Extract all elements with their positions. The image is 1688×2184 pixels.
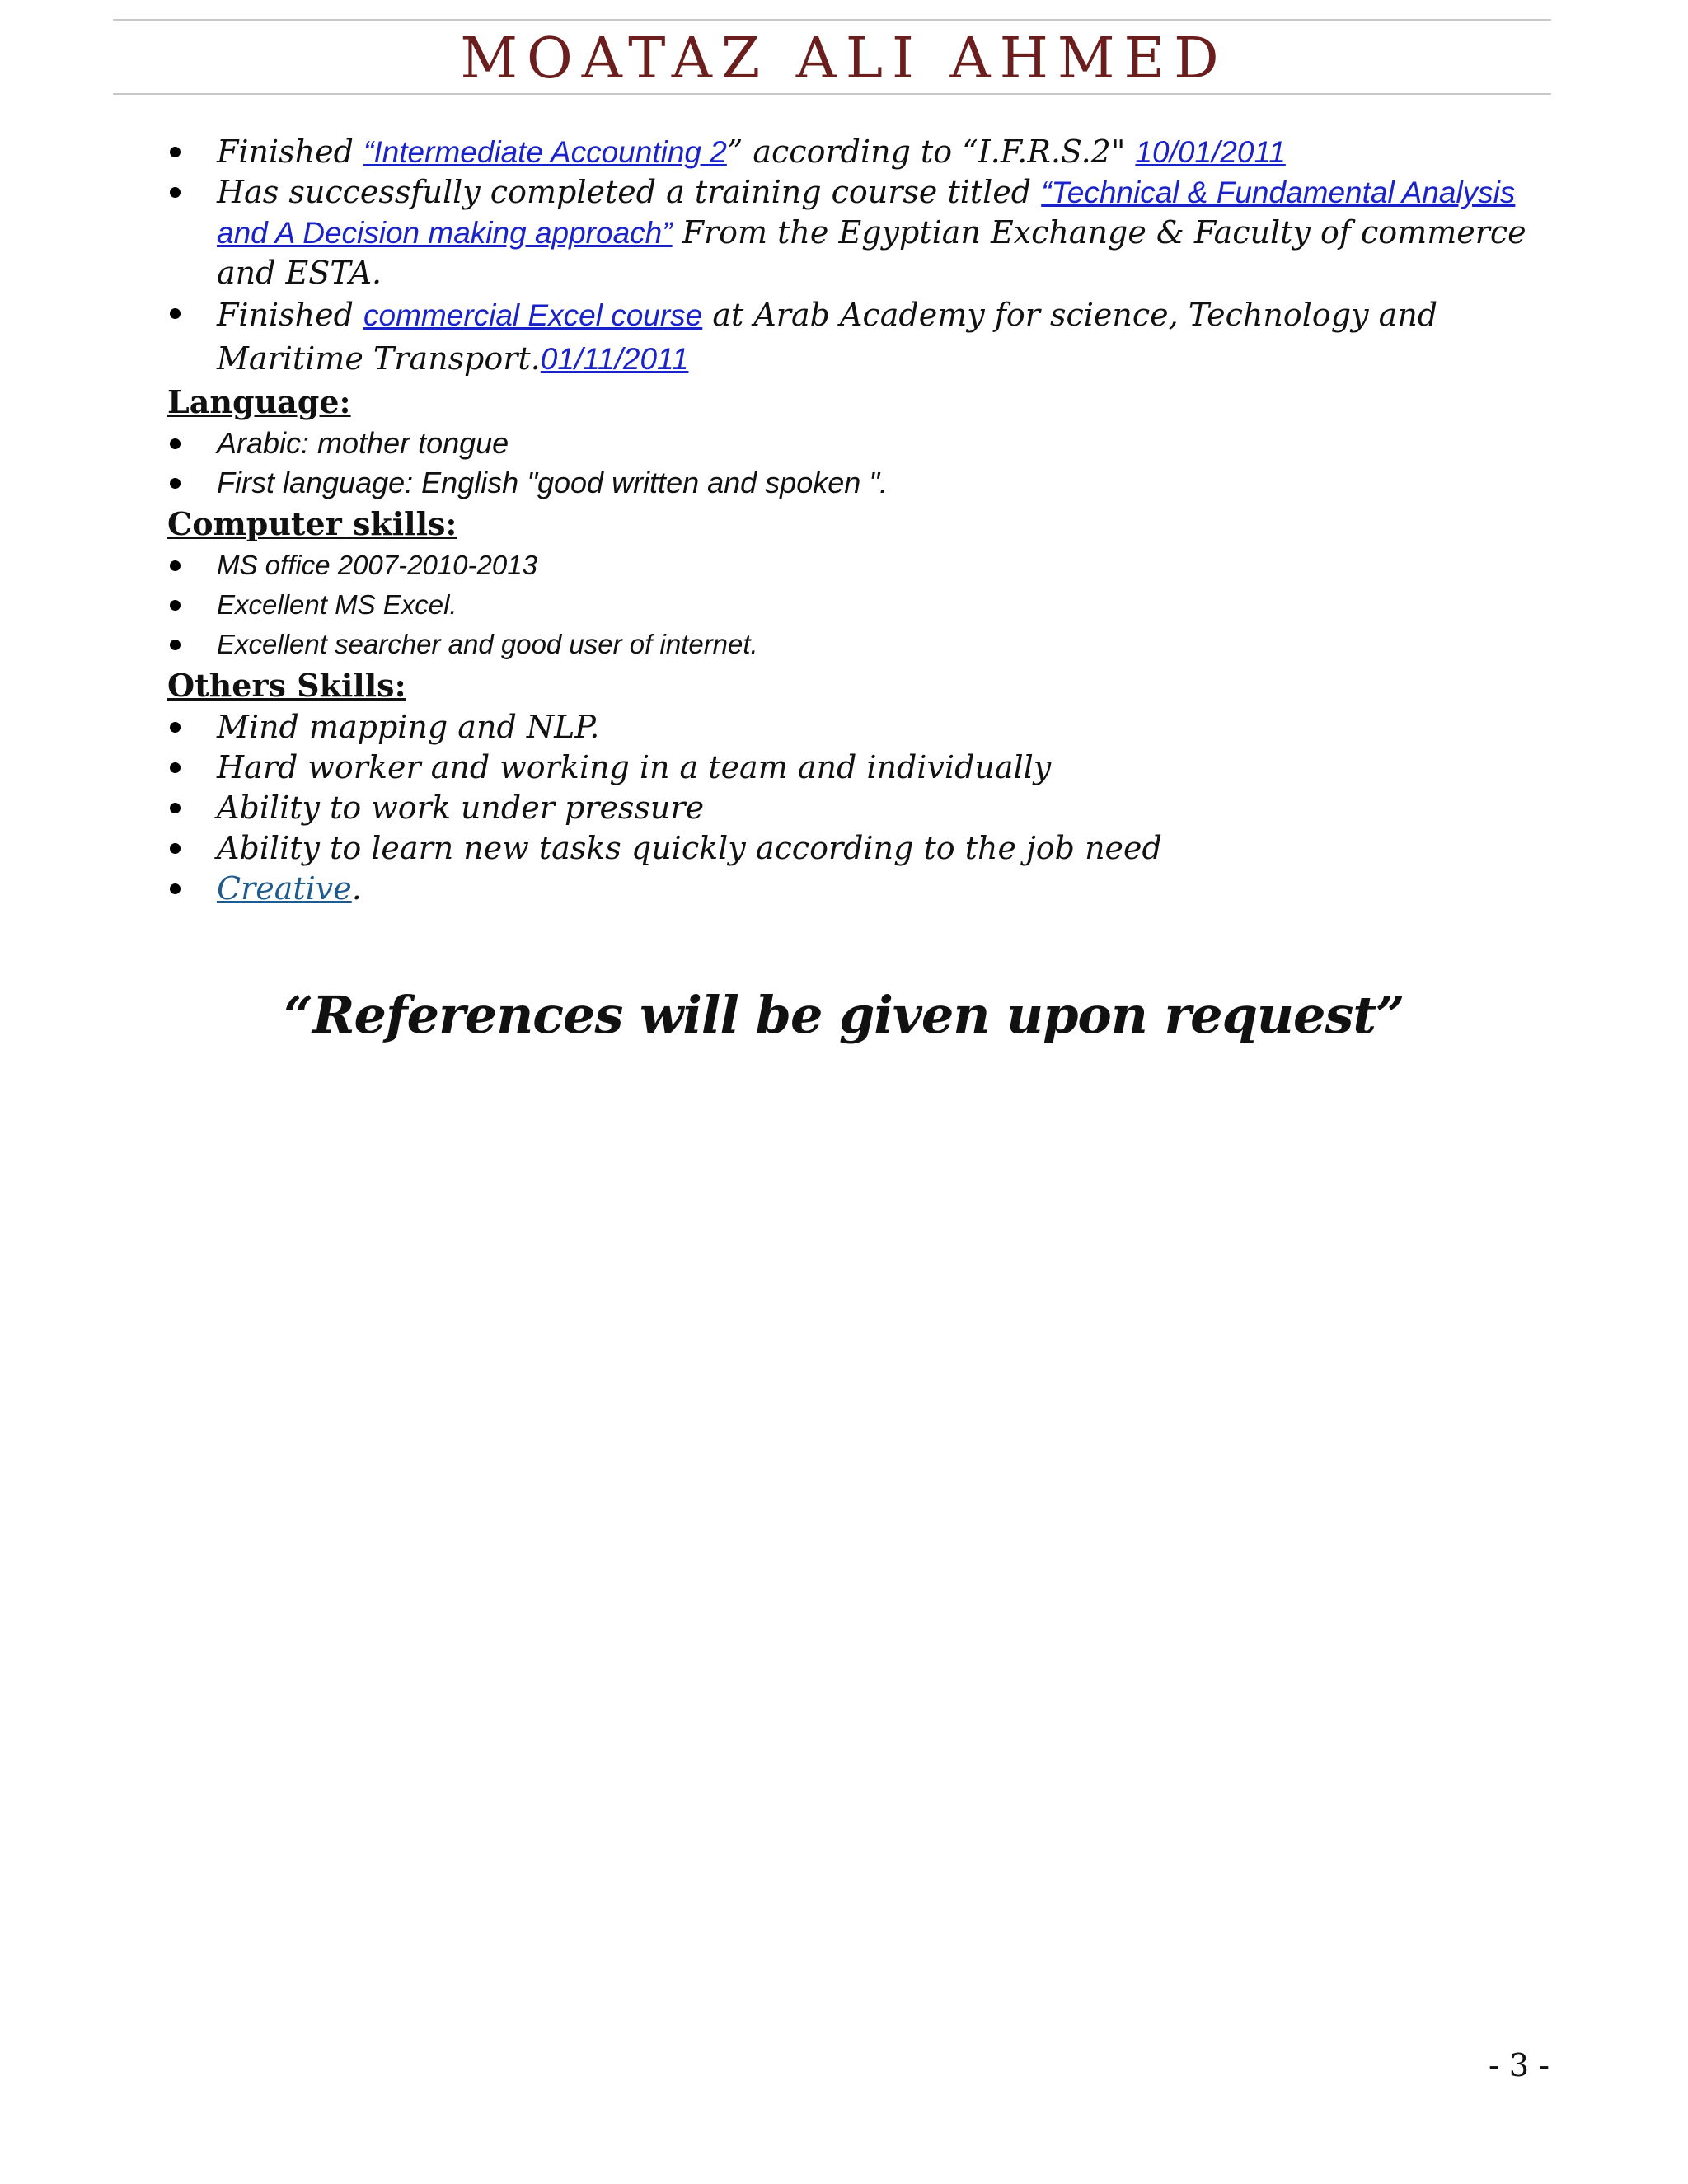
page-content [167,132,1568,909]
list-item: MS office 2007-2010-2013 [167,546,1568,585]
item-text: at Arab Academy for science, Technology and Maritime Transport. [217,297,1438,377]
list-item: Ability to work under pressure [167,788,1568,828]
language-list [167,424,1568,503]
computer-skills-list [167,546,1568,664]
references-quote: “References will be given upon request” [284,985,1404,1045]
item-text: Finished [217,134,364,170]
item-text: . [351,870,362,907]
date-link[interactable]: 10/01/2011 [1135,135,1286,169]
course-link[interactable]: “Intermediate Accounting 2 [363,135,727,169]
language-heading: Language: [167,383,351,420]
list-item: Mind mapping and NLP. [167,707,1568,748]
others-skills-heading: Others Skills: [167,667,406,704]
course-link[interactable]: commercial Excel course [363,298,703,332]
item-text: From the Egyptian Exchange & Faculty of commerce and ESTA. [217,214,1526,291]
creative-link[interactable]: Creative [217,870,352,907]
item-text: Finished [217,297,364,333]
list-item: Excellent searcher and good user of internet. [167,625,1568,664]
list-item: Hard worker and working in a team and individually [167,748,1568,788]
date-link[interactable]: 01/11/2011 [540,342,689,376]
page-number: - 3 - [1488,2047,1550,2083]
list-item: First language: English "good written and spoken ". [167,463,1568,503]
list-item [167,293,1568,381]
list-item [167,132,1568,172]
course-link[interactable]: “Technical & Fundamental Analysis and A Decision making approach” [217,176,1516,250]
item-text: Has successfully completed a training course titled [217,174,1042,210]
list-item [167,869,1568,909]
resume-name: MOATAZ ALI AHMED [460,26,1228,91]
list-item: Arabic: mother tongue [167,424,1568,463]
list-item: Excellent MS Excel. [167,585,1568,625]
others-skills-list [167,707,1568,909]
training-list [167,132,1568,381]
item-text: ” according to “I.F.R.S.2" [726,134,1136,170]
list-item [167,172,1568,293]
header-top-rule [113,19,1551,21]
list-item: Ability to learn new tasks quickly according to the job need [167,828,1568,869]
computer-skills-heading: Computer skills: [167,505,457,542]
header-bottom-rule [113,93,1551,95]
